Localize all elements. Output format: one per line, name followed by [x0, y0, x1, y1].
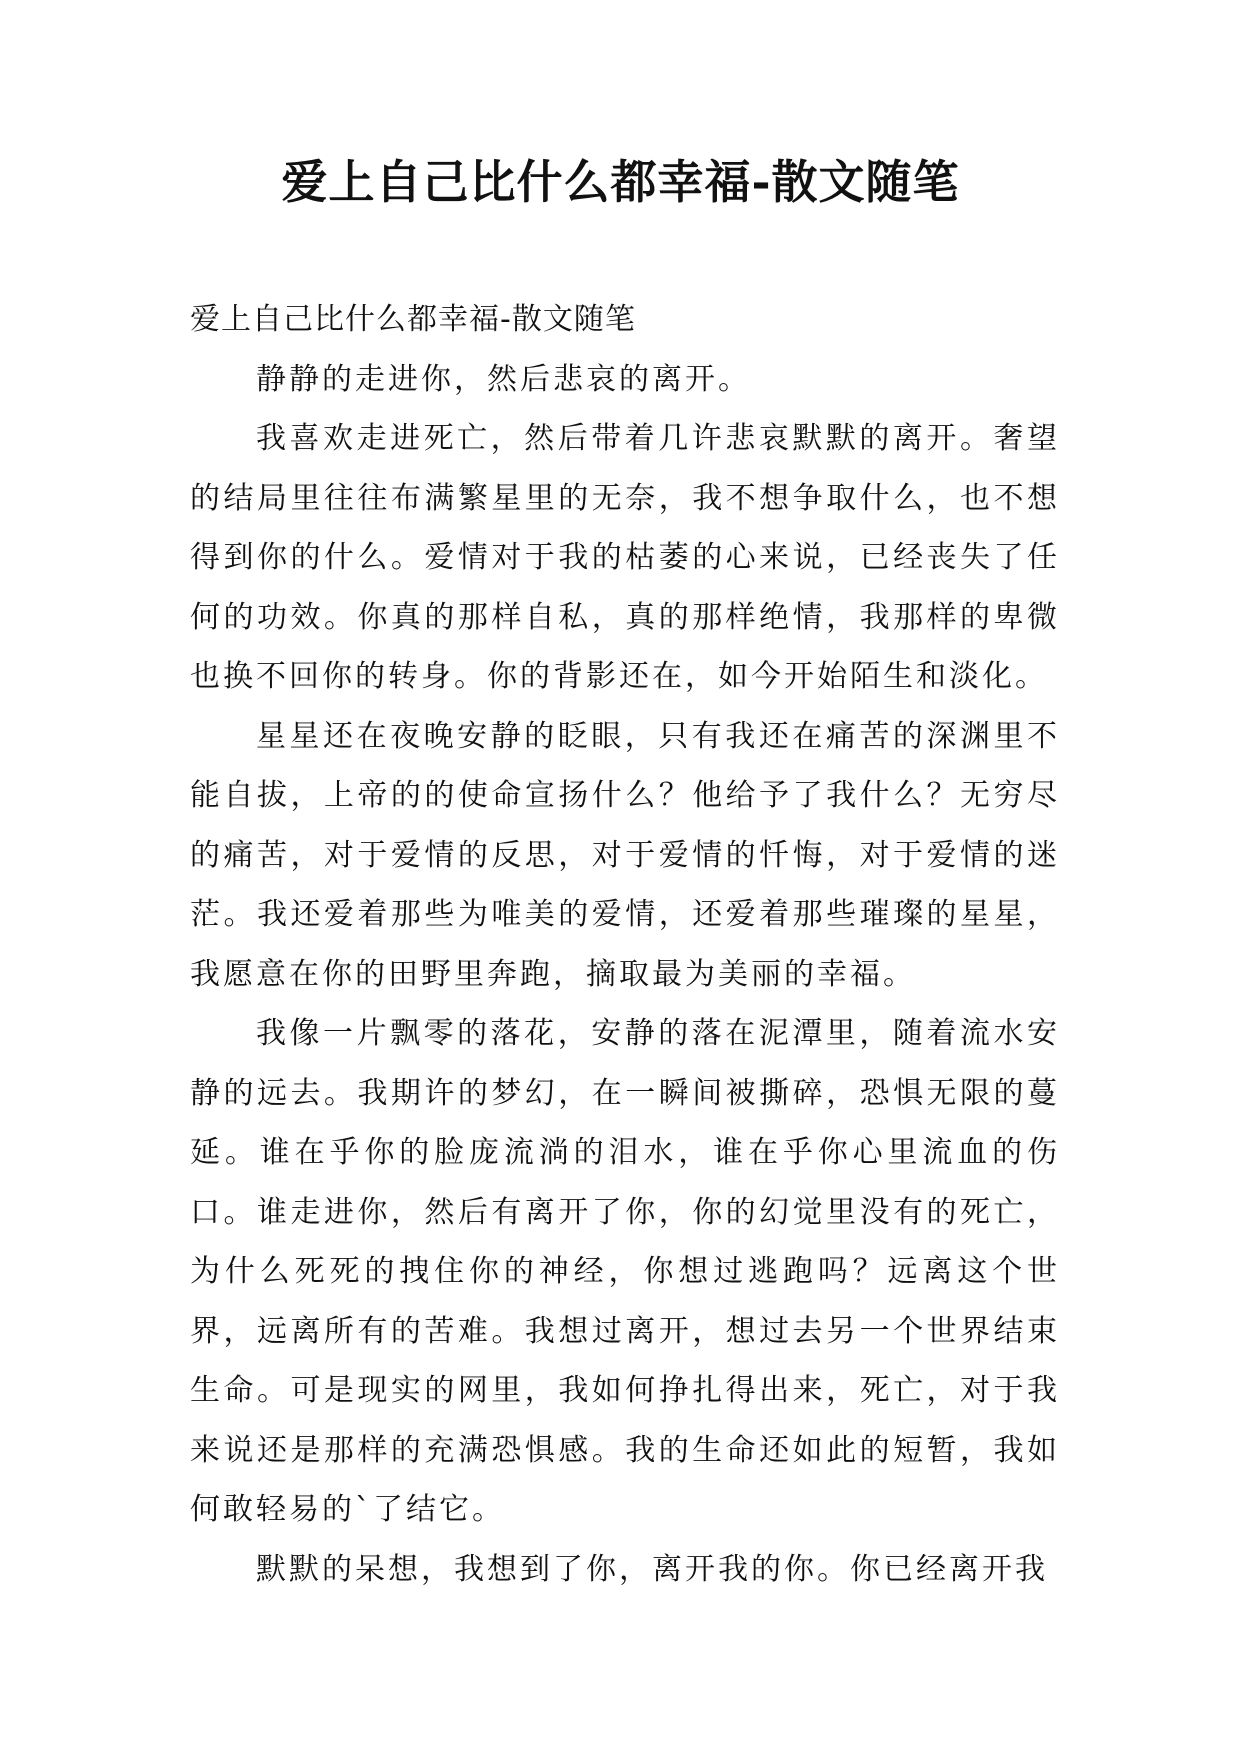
- paragraph-5: 默默的呆想，我想到了你，离开我的你。你已经离开我: [256, 1551, 1048, 1587]
- subtitle-line: 爱上自己比什么都幸福-散文随笔: [190, 302, 636, 337]
- document-title: 爱上自己比什么都幸福-散文随笔: [281, 155, 960, 209]
- paragraph-2: 我喜欢走进死亡，然后带着几许悲哀默默的离开。奢望的结局里往往布满繁星里的无奈，我不想争取什么，也不想得到你的什么。爱情对于我的枯萎的心来说，已经丧失了任何的功效。你真的那样自私，真的那样绝情，我那样的卑微也换不回你的转身。你的背影还在，如今开始陌生和淡化。: [190, 421, 1060, 694]
- paragraph-4: 我像一片飘零的落花，安静的落在泥潭里，随着流水安静的远去。我期许的梦幻，在一瞬间被撕碎，恐惧无限的蔓延。谁在乎你的脸庞流淌的泪水，谁在乎你心里流血的伤口。谁走进你，然后有离开了你，你的幻觉里没有的死亡，为什么死死的拽住你的神经，你想过逃跑吗？远离这个世界，远离所有的苦难。我想过离开，想过去另一个世界结束生命。可是现实的网里，我如何挣扎得出来，死亡，对于我来说还是那样的充满恐惧感。我的生命还如此的短暂，我如何敢轻易的`了结它。: [190, 1016, 1060, 1527]
- paragraph-3: 星星还在夜晚安静的眨眼，只有我还在痛苦的深渊里不能自拔，上帝的的使命宣扬什么？他给予了我什么？无穷尽的痛苦，对于爱情的反思，对于爱情的忏悔，对于爱情的迷茫。我还爱着那些为唯美的爱情，还爱着那些璀璨的星星，我愿意在你的田野里奔跑，摘取最为美丽的幸福。: [190, 718, 1060, 992]
- paragraph-1: 静静的走进你，然后悲哀的离开。: [256, 361, 751, 397]
- document-body: [190, 290, 1060, 1599]
